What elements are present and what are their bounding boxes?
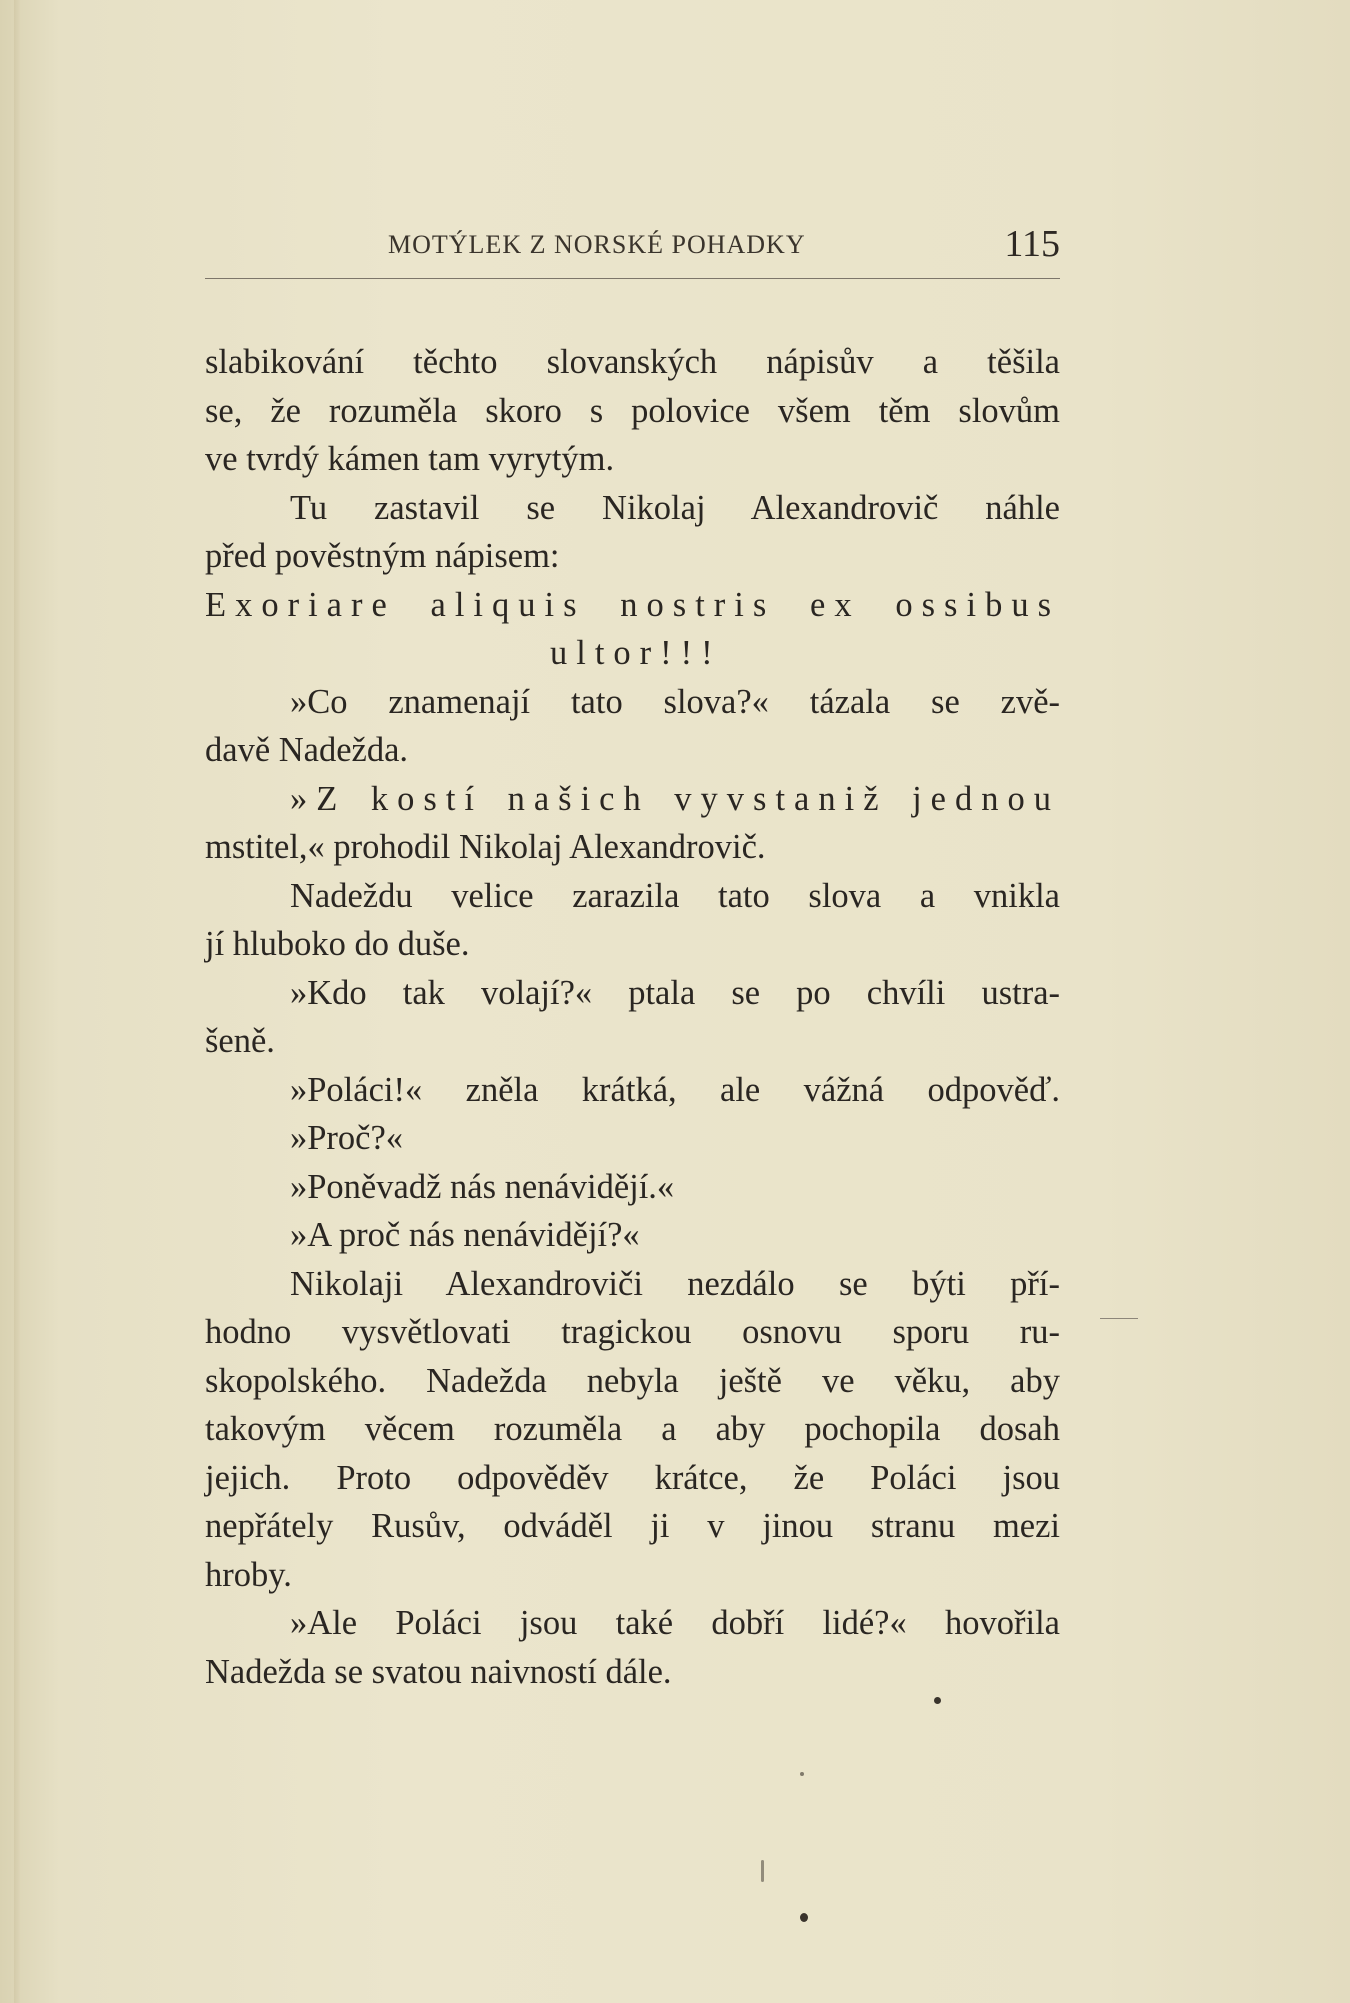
text-line: takovým věcem rozuměla a aby pochopila dosah [205, 1410, 1060, 1448]
ink-speck [761, 1860, 764, 1882]
text-line: »Z kostí našich vyvstaniž jednou [290, 779, 1060, 818]
text-line: hroby. [205, 1555, 292, 1594]
text-line: se, že rozuměla skoro s polovice všem těm slovům [205, 391, 1060, 430]
text-line: slabikování těchto slovanských nápisův a těšila [205, 343, 1060, 381]
text-line: »Co znamenají tato slova?« tázala se zvě- [290, 682, 1060, 721]
header-rule [205, 278, 1060, 279]
text-line: ve tvrdý kámen tam vyrytým. [205, 440, 615, 478]
text-line: »Kdo tak volají?« ptala se po chvíli ustra- [290, 973, 1060, 1012]
running-head [205, 223, 1060, 278]
text-line: davě Nadežda. [205, 731, 409, 769]
text-line: hodno vysvětlovati tragickou osnovu sporu ru- [205, 1313, 1060, 1351]
ink-speck [934, 1697, 941, 1704]
latin-quote-line: Exoriare aliquis nostris ex ossibus [205, 585, 1060, 624]
page-spine-shadow [14, 0, 20, 2003]
text-line: mstitel,« prohodil Nikolaj Alexandrovič. [205, 828, 766, 866]
text-line: »A proč nás nenávidějí?« [290, 1216, 640, 1254]
text-line: nepřátely Rusův, odváděl ji v jinou stranu mezi [205, 1507, 1060, 1545]
text-line: šeně. [205, 1022, 275, 1060]
text-line: skopolského. Nadežda nebyla ještě ve věku, aby [205, 1361, 1060, 1400]
text-line: před pověstným nápisem: [205, 537, 560, 575]
ink-speck [800, 1913, 808, 1922]
text-line: Tu zastavil se Nikolaj Alexandrovič náhle [290, 488, 1060, 527]
text-line: »Poláci!« zněla krátká, ale vážná odpověď. [290, 1070, 1060, 1109]
text-line: »Proč?« [290, 1119, 404, 1157]
page-number: 115 [1004, 223, 1060, 265]
text-line: jejich. Proto odpověděv krátce, že Poláci jsou [205, 1458, 1060, 1497]
text-line: Nadežda se svatou naivností dále. [205, 1652, 672, 1691]
latin-quote-line: ultor!!! [550, 634, 722, 672]
text-line: jí hluboko do duše. [205, 925, 470, 963]
text-line: »Poněvadž nás nenávidějí.« [290, 1167, 675, 1206]
text-line: »Ale Poláci jsou také dobří lidé?« hovořila [290, 1604, 1060, 1642]
ink-speck [800, 1772, 804, 1776]
running-title: MOTÝLEK Z NORSKÉ POHADKY [388, 230, 806, 259]
body-text [205, 338, 1060, 1696]
text-line: Nikolaji Alexandroviči nezdálo se býti pří- [290, 1264, 1060, 1303]
margin-mark [1100, 1318, 1138, 1319]
text-line: Nadeždu velice zarazila tato slova a vnikla [290, 876, 1060, 915]
